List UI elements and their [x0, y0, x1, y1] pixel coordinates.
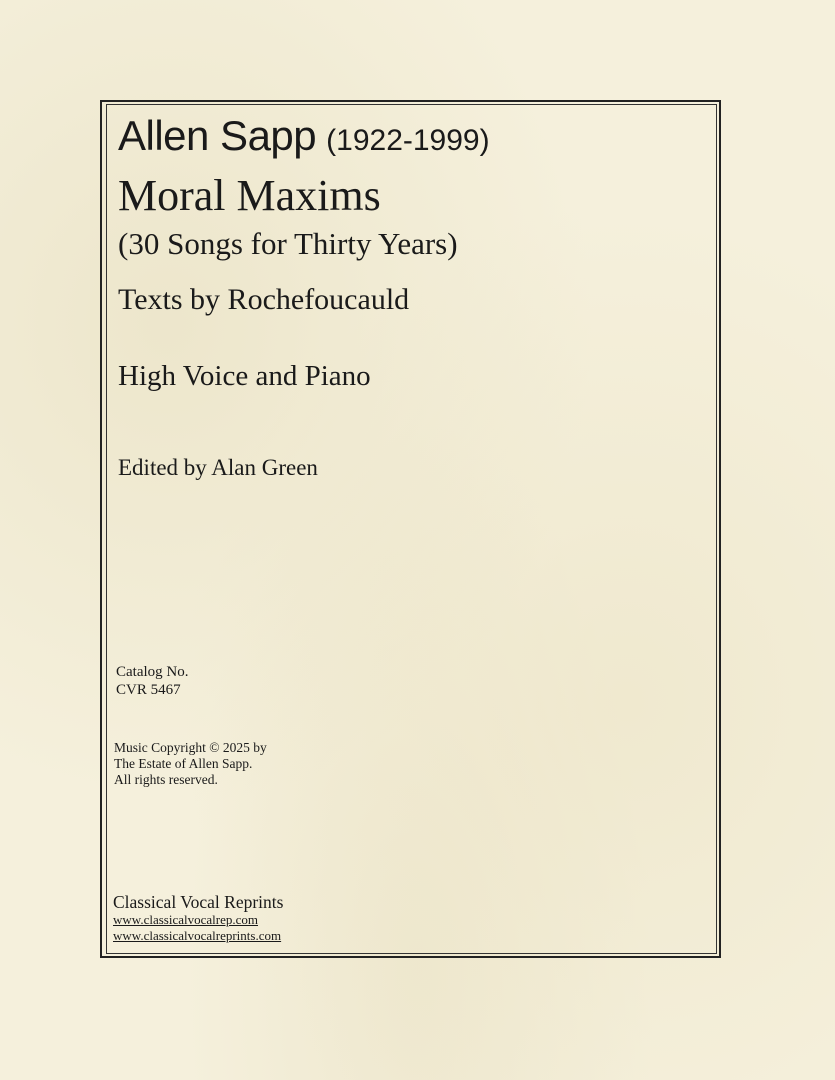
- copyright-notice: [114, 740, 267, 788]
- texts-credit: Texts by Rochefoucauld: [118, 283, 410, 316]
- copyright-line-1: Music Copyright © 2025 by: [114, 740, 267, 755]
- catalog-number: CVR 5467: [116, 682, 181, 698]
- work-subtitle: (30 Songs for Thirty Years): [118, 226, 458, 261]
- publisher-link-1[interactable]: www.classicalvocalrep.com: [113, 912, 258, 927]
- catalog-info: [116, 663, 189, 699]
- publisher-link-2[interactable]: www.classicalvocalreprints.com: [113, 928, 282, 943]
- composer-heading: [118, 112, 490, 160]
- composer-dates: (1922-1999): [326, 124, 490, 157]
- catalog-label: Catalog No.: [116, 664, 189, 680]
- work-title: Moral Maxims: [118, 171, 381, 220]
- copyright-line-2: The Estate of Allen Sapp.: [114, 756, 253, 771]
- publisher-name: Classical Vocal Reprints: [113, 892, 284, 912]
- voicing: High Voice and Piano: [118, 360, 371, 392]
- publisher-block: [113, 892, 283, 944]
- copyright-line-3: All rights reserved.: [114, 772, 218, 787]
- composer-name: Allen Sapp: [118, 112, 317, 159]
- editor-credit: Edited by Alan Green: [118, 455, 318, 480]
